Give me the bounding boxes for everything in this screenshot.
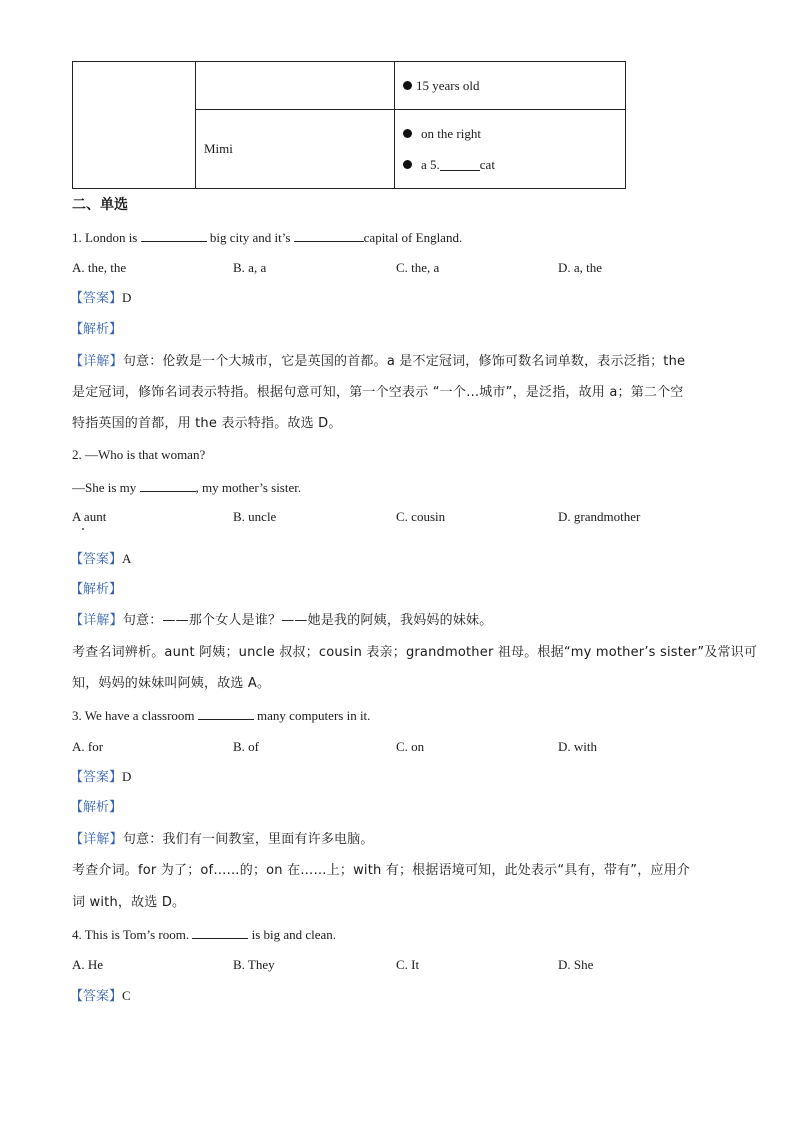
analysis-label: 【解析】 <box>70 582 123 597</box>
table-cell-details <box>395 62 626 110</box>
answer-blank <box>198 707 254 720</box>
answer-line: 【答案】C <box>70 988 131 1004</box>
info-table <box>72 61 626 189</box>
explain-line: 考查名词辨析。aunt 阿姨；uncle 叔叔；cousin 表亲；grandmother 祖母。根据“my mother’s sister”及常识可 <box>72 645 758 660</box>
answer-line: 【答案】D <box>70 769 132 785</box>
bullet-item: a 5. cat <box>403 154 625 176</box>
option-c: C. the, a <box>396 260 440 275</box>
section-title: 二、单选 <box>72 197 128 213</box>
answer-blank <box>192 926 248 939</box>
detail-line: 是定冠词，修饰名词表示特指。根据句意可知，第一个空表示 “一个…城市”，是泛指，故用 a；第二个空 <box>72 385 684 400</box>
table-row <box>73 62 626 110</box>
question-stem: 3. We have a classroom many computers in it. <box>72 708 371 723</box>
option-d: D. She <box>558 957 594 972</box>
option-a: A. for <box>72 739 104 754</box>
answer-blank <box>440 159 480 171</box>
bullet-item: on the right <box>403 123 625 145</box>
detail-line: 【详解】句意：伦敦是一个大城市，它是英国的首都。a 是不定冠词，修饰可数名词单数，表示泛指；the <box>70 354 686 369</box>
question-stem: 1. London is big city and it’s capital of England. <box>72 230 463 245</box>
explain-line: 词 with，故选 D。 <box>72 895 186 910</box>
option-d: D. with <box>558 739 597 754</box>
option-a: A. the, the <box>72 260 127 275</box>
detail-line: 【详解】句意：我们有一间教室，里面有许多电脑。 <box>70 832 374 847</box>
option-b: B. They <box>233 957 275 972</box>
bullet-item: 15 years old <box>403 75 625 97</box>
option-a: A. He <box>72 957 104 972</box>
option-c: C. on <box>396 739 425 754</box>
analysis-label: 【解析】 <box>70 800 123 815</box>
option-c: C. cousin <box>396 509 446 524</box>
punctuation-mark <box>82 528 84 530</box>
detail-line: 【详解】句意：——那个女人是谁？——她是我的阿姨，我妈妈的妹妹。 <box>70 613 493 628</box>
option-d: D. a, the <box>558 260 603 275</box>
option-a: A aunt <box>72 509 107 524</box>
option-b: B. of <box>233 739 259 754</box>
answer-blank <box>141 229 207 242</box>
answer-blank <box>140 479 196 492</box>
table-cell-empty <box>73 62 196 189</box>
bullet-icon <box>403 81 412 90</box>
table-cell-name <box>196 62 395 110</box>
answer-blank <box>294 229 364 242</box>
option-b: B. uncle <box>233 509 277 524</box>
bullet-icon <box>403 129 412 138</box>
answer-line: 【答案】A <box>70 551 132 567</box>
option-c: C. It <box>396 957 420 972</box>
bullet-icon <box>403 160 412 169</box>
analysis-label: 【解析】 <box>70 322 123 337</box>
question-stem: 4. This is Tom’s room. is big and clean. <box>72 927 337 942</box>
question-stem: —She is my , my mother’s sister. <box>72 480 302 495</box>
table-cell-details <box>395 110 626 189</box>
table-cell-name: Mimi <box>196 110 395 189</box>
explain-line: 知，妈妈的妹妹叫阿姨，故选 A。 <box>72 676 271 691</box>
detail-line: 特指英国的首都，用 the 表示特指。故选 D。 <box>72 416 342 431</box>
answer-line: 【答案】D <box>70 290 132 306</box>
option-b: B. a, a <box>233 260 267 275</box>
explain-line: 考查介词。for 为了；of……的；on 在……上；with 有；根据语境可知，此处表示“具有，带有”，应用介 <box>72 863 691 878</box>
question-stem: 2. —Who is that woman? <box>72 447 206 462</box>
option-d: D. grandmother <box>558 509 641 524</box>
